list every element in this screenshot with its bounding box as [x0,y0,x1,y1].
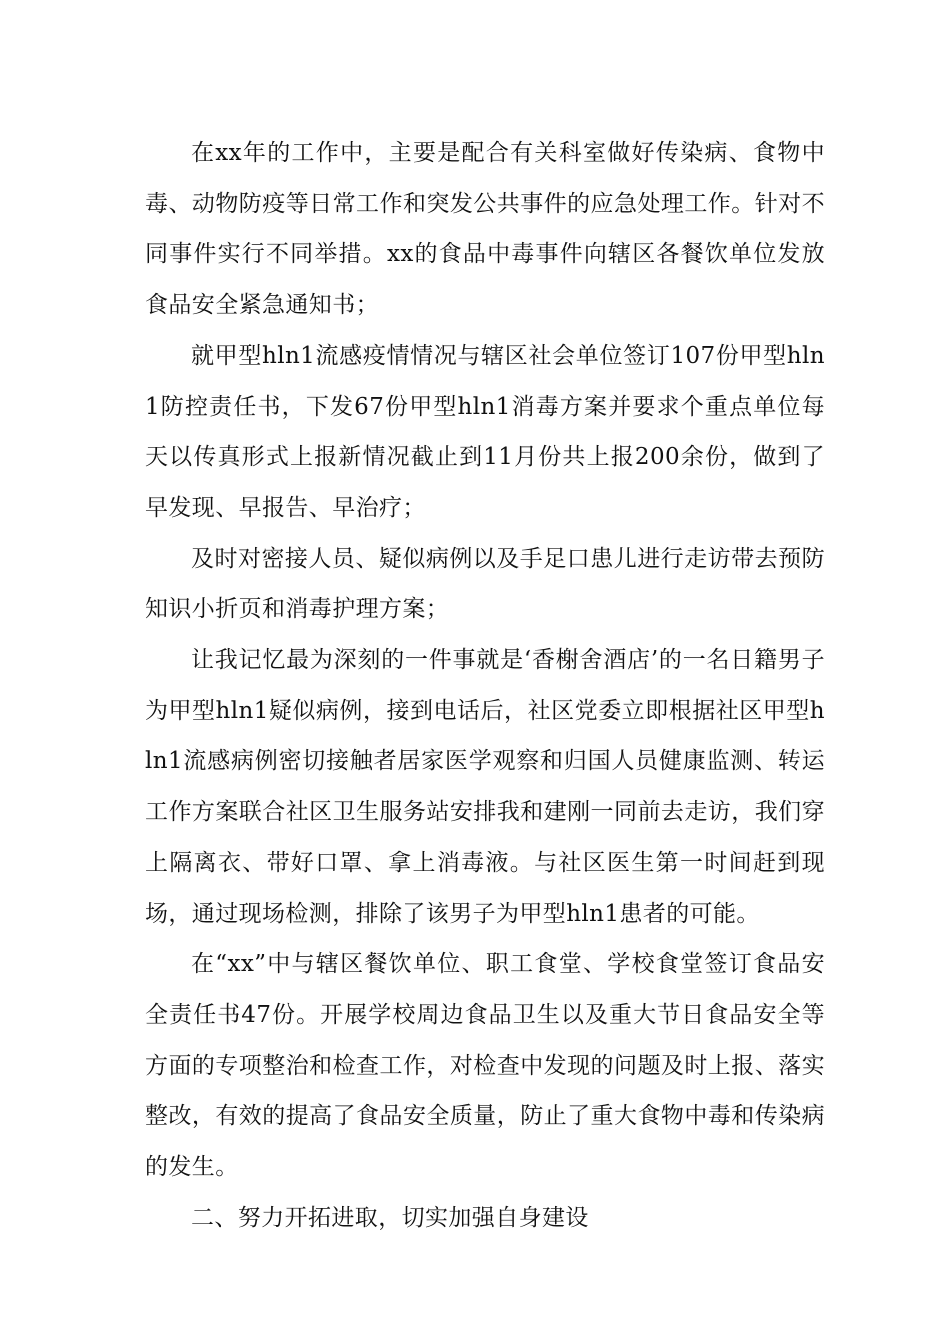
section-heading: 二、努力开拓进取，切实加强自身建设 [191,1204,589,1231]
paragraph-hln1-prevention: 就甲型hln1流感疫情情况与辖区社会单位签订107份甲型hln1防控责任书，下发67份甲型hln1消毒方案并要求个重点单位每天以传真形式上报新情况截止到11月份共上报200余份，做到了早发现、早报告、早治疗； [145,342,825,521]
paragraph-food-safety: 在“xx”中与辖区餐饮单位、职工食堂、学校食堂签订食品安全责任书47份。开展学校周边食品卫生以及重大节日食品安全等方面的专项整治和检查工作，对检查中发现的问题及时上报、落实整改，有效的提高了食品安全质量，防止了重大食物中毒和传染病的发生。 [145,951,825,1181]
document-body [145,128,825,1243]
paragraph-close-contact-visits: 及时对密接人员、疑似病例以及手足口患儿进行走访带去预防知识小折页和消毒护理方案； [145,545,825,623]
paragraph-emergency-response: 在xx年的工作中，主要是配合有关科室做好传染病、食物中毒、动物防疫等日常工作和突发公共事件的应急处理工作。针对不同事件实行不同举措。xx的食品中毒事件向辖区各餐饮单位发放食品安全紧急通知书； [145,140,825,319]
paragraph-suspected-case: 让我记忆最为深刻的一件事就是‘香榭舍酒店’的一名日籍男子为甲型hln1疑似病例，接到电话后，社区党委立即根据社区甲型hln1流感病例密切接触者居家医学观察和归国人员健康监测、转运工作方案联合社区卫生服务站安排我和建刚一同前去走访，我们穿上隔离衣、带好口罩、拿上消毒液。与社区医生第一时间赶到现场，通过现场检测，排除了该男子为甲型hln1患者的可能。 [145,647,825,927]
